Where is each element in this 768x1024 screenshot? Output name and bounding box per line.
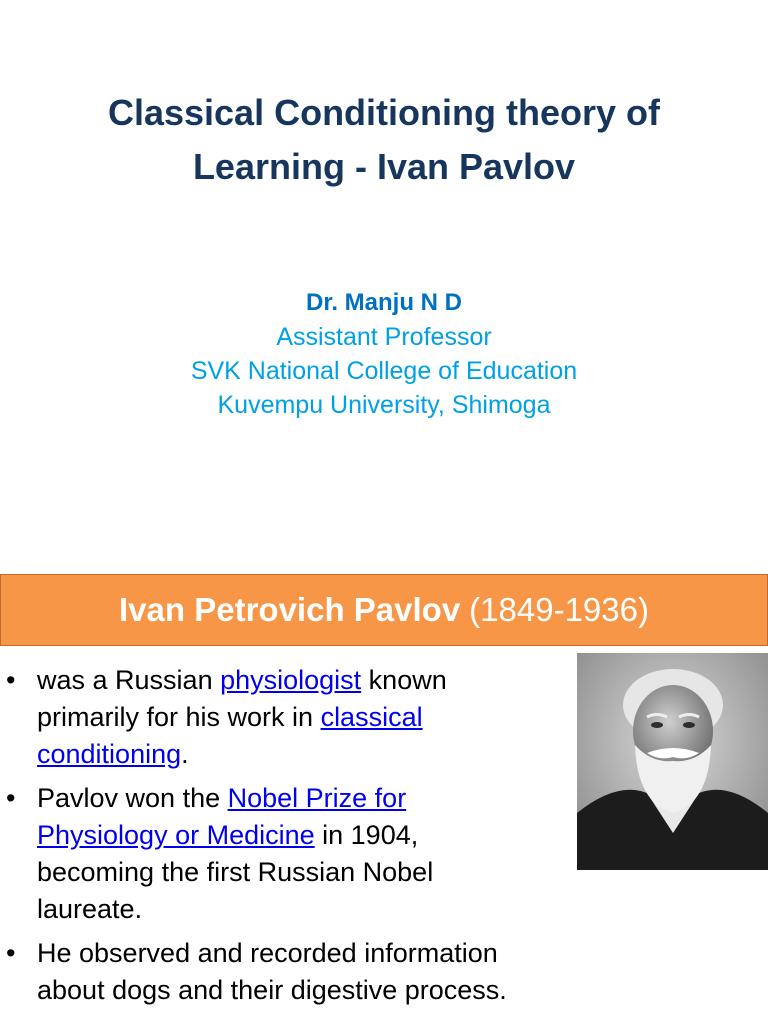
bullet-text: in 1904, becoming the first Russian Nobel laureate. xyxy=(37,820,434,924)
physiologist-link[interactable]: physiologist xyxy=(220,665,362,695)
bullet-text: was a Russian xyxy=(37,665,221,695)
author-university: Kuvempu University, Shimoga xyxy=(217,391,551,419)
author-role: Assistant Professor xyxy=(276,323,492,351)
list-item xyxy=(0,662,520,773)
bullet-text: He observed and recorded information about dogs and their digestive process. xyxy=(37,938,507,1005)
author-block xyxy=(0,286,768,422)
banner-name: Ivan Petrovich Pavlov xyxy=(119,591,461,628)
bullet-dot-icon: • xyxy=(6,665,16,695)
slide-title xyxy=(20,86,748,194)
list-item xyxy=(0,935,520,1009)
banner-years: (1849-1936) xyxy=(469,591,649,628)
bullet-dot-icon: • xyxy=(6,783,16,813)
biography-slide xyxy=(0,574,768,1024)
bullet-list xyxy=(0,662,520,1016)
bullet-text: known primarily for his work in xyxy=(37,665,447,732)
author-college: SVK National College of Education xyxy=(190,357,578,385)
bullet-dot-icon: • xyxy=(6,938,16,968)
portrait-icon xyxy=(577,653,768,870)
title-line-2: Learning - Ivan Pavlov xyxy=(192,146,576,187)
nobel-prize-link[interactable]: Nobel Prize for Physiology or Medicine xyxy=(37,783,407,850)
slide-header-banner xyxy=(0,574,768,646)
list-item xyxy=(0,780,520,928)
title-line-1: Classical Conditioning theory of xyxy=(107,92,661,133)
classical-conditioning-link[interactable]: classical conditioning xyxy=(37,702,423,769)
bullet-text: . xyxy=(181,739,189,769)
bullet-text: Pavlov won the xyxy=(37,783,228,813)
portrait-photo xyxy=(577,653,768,870)
author-name: Dr. Manju N D xyxy=(305,289,462,316)
